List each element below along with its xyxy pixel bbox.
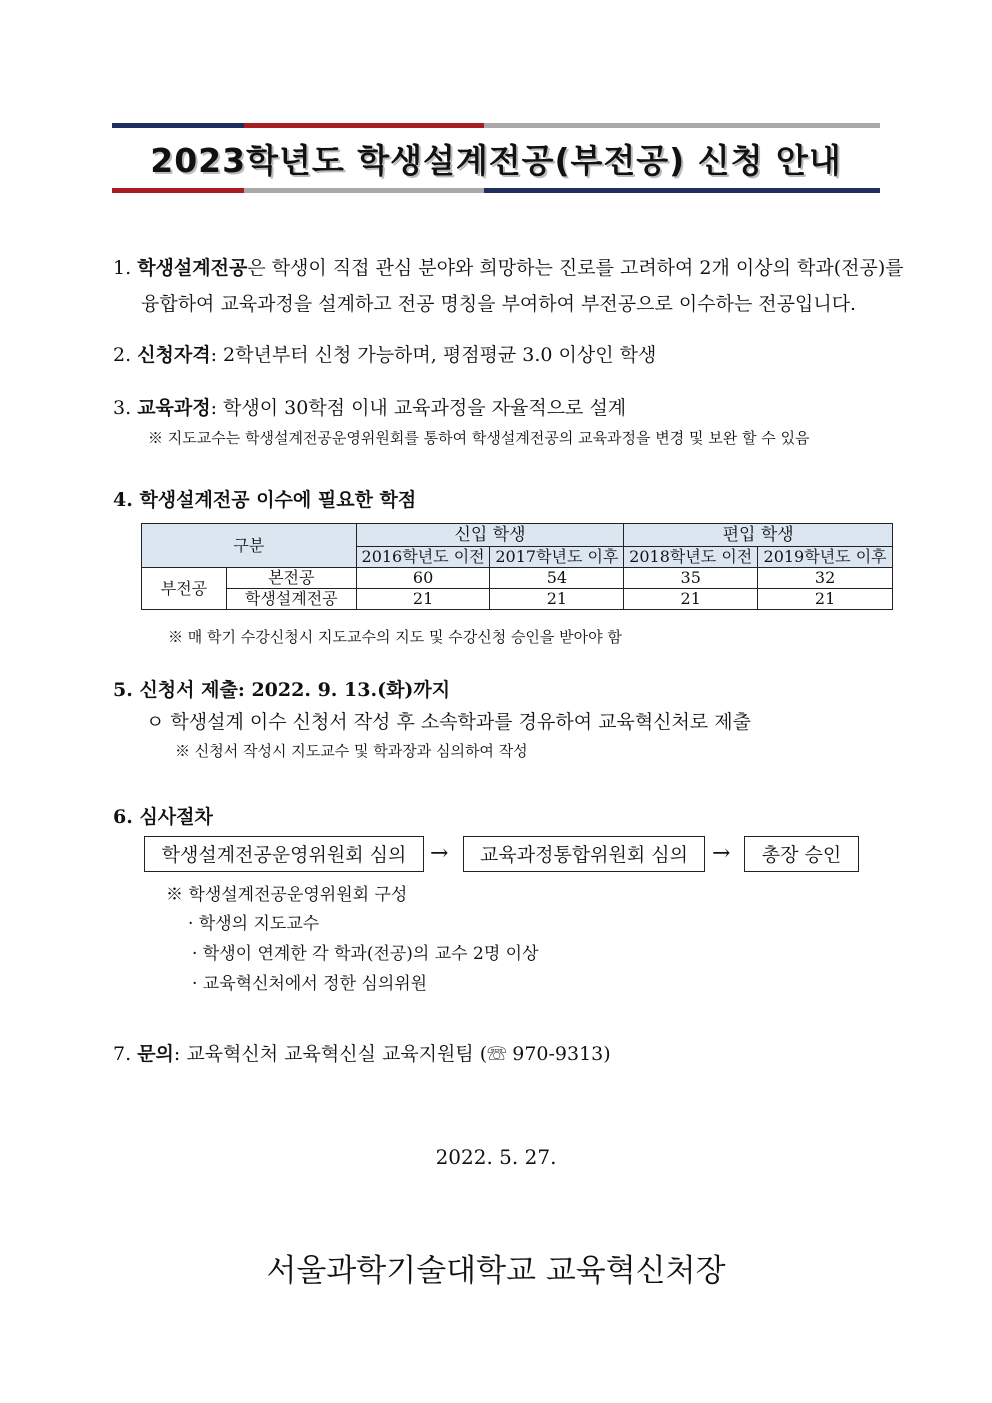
item-6-note: ※ 학생설계전공운영위원회 구성 bbox=[166, 885, 408, 905]
item-4-heading: 4. 학생설계전공 이수에 필요한 학점 bbox=[113, 489, 417, 511]
title-bottom-bar bbox=[112, 188, 880, 193]
page-title: 2023학년도 학생설계전공(부전공) 신청 안내 bbox=[150, 141, 842, 180]
committee-member: · 학생이 연계한 각 학과(전공)의 교수 2명 이상 bbox=[192, 944, 539, 964]
process-step-3: 총장 승인 bbox=[744, 836, 859, 872]
arrow-icon: → bbox=[430, 841, 449, 866]
process-step-2: 교육과정통합위원회 심의 bbox=[463, 836, 705, 872]
item-1-line1 bbox=[113, 254, 904, 282]
item-3-text: : 학생이 30학점 이내 교육과정을 자율적으로 설계 bbox=[210, 397, 627, 419]
table-corner: 구분 bbox=[142, 524, 357, 568]
table-row-label: 학생설계전공 bbox=[226, 589, 356, 610]
table-cell: 21 bbox=[356, 589, 490, 610]
item-1-num: 1. bbox=[113, 257, 132, 279]
item-1-term: 학생설계전공 bbox=[137, 257, 248, 279]
item-6-heading: 6. 심사절차 bbox=[113, 806, 213, 828]
table-cell: 21 bbox=[758, 589, 893, 610]
committee-member: · 학생의 지도교수 bbox=[188, 914, 320, 934]
item-7-term: 문의 bbox=[137, 1043, 174, 1065]
signature: 서울과학기술대학교 교육혁신처장 bbox=[266, 1253, 726, 1289]
item-5-heading: 5. 신청서 제출: 2022. 9. 13.(화)까지 bbox=[113, 679, 451, 701]
table-group-transfer: 편입 학생 bbox=[624, 524, 893, 547]
title-top-bar bbox=[112, 123, 880, 128]
table-cell: 35 bbox=[624, 568, 758, 589]
table-cell: 32 bbox=[758, 568, 893, 589]
table-group-new: 신입 학생 bbox=[356, 524, 624, 547]
table-cell: 21 bbox=[624, 589, 758, 610]
item-7 bbox=[113, 1040, 611, 1068]
item-2-text: : 2학년부터 신청 가능하며, 평점평균 3.0 이상인 학생 bbox=[210, 344, 657, 366]
item-3-note: ※ 지도교수는 학생설계전공운영위원회를 통하여 학생설계전공의 교육과정을 변경 및 보완 할 수 있음 bbox=[148, 429, 810, 447]
table-row-label: 본전공 bbox=[226, 568, 356, 589]
table-cell: 21 bbox=[490, 589, 624, 610]
table-cell: 54 bbox=[490, 568, 624, 589]
item-5-bullet: ㅇ 학생설계 이수 신청서 작성 후 소속학과를 경유하여 교육혁신처로 제출 bbox=[146, 711, 751, 733]
committee-member: · 교육혁신처에서 정한 심의위원 bbox=[192, 974, 428, 994]
table-col-header: 2019학년도 이후 bbox=[758, 547, 893, 568]
table-row bbox=[142, 589, 893, 610]
table-col-header: 2017학년도 이후 bbox=[490, 547, 624, 568]
item-5-note: ※ 신청서 작성시 지도교수 및 학과장과 심의하여 작성 bbox=[175, 742, 528, 760]
item-2-num: 2. bbox=[113, 344, 132, 366]
item-2 bbox=[113, 341, 656, 369]
process-step-1: 학생설계전공운영위원회 심의 bbox=[144, 836, 424, 872]
table-row bbox=[142, 568, 893, 589]
item-1-line2: 융합하여 교육과정을 설계하고 전공 명칭을 부여하여 부전공으로 이수하는 전공입니다. bbox=[141, 293, 857, 315]
arrow-icon: → bbox=[712, 841, 731, 866]
table-cell: 60 bbox=[356, 568, 490, 589]
item-3 bbox=[113, 394, 626, 422]
item-2-term: 신청자격 bbox=[137, 344, 211, 366]
table-col-header: 2018학년도 이전 bbox=[624, 547, 758, 568]
table-col-header: 2016학년도 이전 bbox=[356, 547, 490, 568]
document-date: 2022. 5. 27. bbox=[435, 1145, 557, 1169]
credits-table bbox=[141, 523, 893, 610]
item-3-term: 교육과정 bbox=[137, 397, 211, 419]
table-row-group: 부전공 bbox=[142, 568, 227, 610]
item-7-num: 7. bbox=[113, 1043, 132, 1065]
item-7-text: : 교육혁신처 교육혁신실 교육지원팀 (☏ 970-9313) bbox=[173, 1043, 611, 1065]
item-3-num: 3. bbox=[113, 397, 132, 419]
item-4-note: ※ 매 학기 수강신청시 지도교수의 지도 및 수강신청 승인을 받아야 함 bbox=[168, 628, 622, 646]
item-1-text: 은 학생이 직접 관심 분야와 희망하는 진로를 고려하여 2개 이상의 학과(전공)를 bbox=[247, 257, 904, 279]
